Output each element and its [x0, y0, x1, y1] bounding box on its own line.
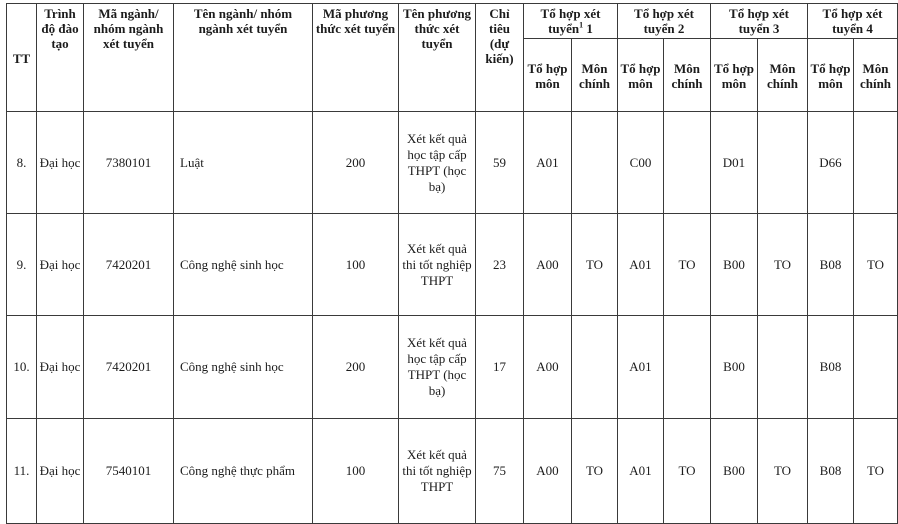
cell-trinh-do: Đại học — [37, 419, 84, 524]
subheader-mon-chinh-1: Môn chính — [572, 39, 618, 112]
cell-trinh-do: Đại học — [37, 214, 84, 316]
cell-mon-chinh-1: TO — [572, 419, 618, 524]
cell-ten-nganh: Công nghệ thực phẩm — [174, 419, 313, 524]
cell-to-hop-1: A00 — [524, 419, 572, 524]
cell-trinh-do: Đại học — [37, 112, 84, 214]
cell-tt: 8. — [7, 112, 37, 214]
cell-mon-chinh-4: TO — [854, 419, 898, 524]
cell-mon-chinh-1 — [572, 316, 618, 419]
cell-chi-tieu: 75 — [476, 419, 524, 524]
header-chi-tieu: Chỉ tiêu (dự kiến) — [476, 4, 524, 112]
cell-mon-chinh-3: TO — [758, 214, 808, 316]
header-trinh-do: Trình độ đào tạo — [37, 4, 84, 112]
cell-ma-pt: 100 — [313, 214, 399, 316]
cell-ma-nganh: 7540101 — [84, 419, 174, 524]
cell-to-hop-4: D66 — [808, 112, 854, 214]
cell-to-hop-2: C00 — [618, 112, 664, 214]
cell-mon-chinh-2 — [664, 316, 711, 419]
subheader-to-hop-mon-3: Tổ hợp môn — [711, 39, 758, 112]
cell-to-hop-2: A01 — [618, 419, 664, 524]
table-row — [7, 316, 898, 419]
cell-mon-chinh-3: TO — [758, 419, 808, 524]
cell-chi-tieu: 59 — [476, 112, 524, 214]
cell-mon-chinh-1 — [572, 112, 618, 214]
cell-to-hop-1: A00 — [524, 214, 572, 316]
cell-ten-nganh: Luật — [174, 112, 313, 214]
subheader-mon-chinh-4: Môn chính — [854, 39, 898, 112]
cell-to-hop-1: A01 — [524, 112, 572, 214]
cell-ten-nganh: Công nghệ sinh học — [174, 316, 313, 419]
cell-chi-tieu: 23 — [476, 214, 524, 316]
cell-to-hop-3: D01 — [711, 112, 758, 214]
cell-ma-pt: 200 — [313, 112, 399, 214]
cell-mon-chinh-4: TO — [854, 214, 898, 316]
cell-to-hop-3: B00 — [711, 214, 758, 316]
header-to-hop-2: Tổ hợp xét tuyển 2 — [618, 4, 711, 39]
cell-ten-pt: Xét kết quả học tập cấp THPT (học bạ) — [399, 316, 476, 419]
subheader-to-hop-mon-1: Tổ hợp môn — [524, 39, 572, 112]
cell-mon-chinh-2: TO — [664, 419, 711, 524]
header-to-hop-1-text: Tổ hợp xét tuyển — [540, 6, 601, 36]
header-ten-nganh: Tên ngành/ nhóm ngành xét tuyển — [174, 4, 313, 112]
cell-to-hop-2: A01 — [618, 214, 664, 316]
cell-mon-chinh-2 — [664, 112, 711, 214]
subheader-to-hop-mon-4: Tổ hợp môn — [808, 39, 854, 112]
cell-ma-nganh: 7420201 — [84, 316, 174, 419]
cell-to-hop-4: B08 — [808, 214, 854, 316]
header-to-hop-3: Tổ hợp xét tuyển 3 — [711, 4, 808, 39]
cell-mon-chinh-3 — [758, 316, 808, 419]
subheader-mon-chinh-2: Môn chính — [664, 39, 711, 112]
cell-to-hop-1: A00 — [524, 316, 572, 419]
admission-table — [6, 3, 898, 524]
subheader-mon-chinh-3: Môn chính — [758, 39, 808, 112]
cell-ten-nganh: Công nghệ sinh học — [174, 214, 313, 316]
document-page — [6, 3, 892, 519]
cell-to-hop-2: A01 — [618, 316, 664, 419]
cell-ma-pt: 100 — [313, 419, 399, 524]
cell-to-hop-4: B08 — [808, 419, 854, 524]
header-ten-phuong-thuc: Tên phương thức xét tuyển — [399, 4, 476, 112]
cell-mon-chinh-4 — [854, 112, 898, 214]
cell-tt: 9. — [7, 214, 37, 316]
cell-to-hop-4: B08 — [808, 316, 854, 419]
cell-mon-chinh-3 — [758, 112, 808, 214]
cell-to-hop-3: B00 — [711, 316, 758, 419]
cell-ten-pt: Xét kết quả thi tốt nghiệp THPT — [399, 214, 476, 316]
header-to-hop-1-number: 1 — [583, 21, 593, 36]
table-row — [7, 112, 898, 214]
cell-ma-pt: 200 — [313, 316, 399, 419]
cell-mon-chinh-1: TO — [572, 214, 618, 316]
table-row — [7, 419, 898, 524]
header-to-hop-1 — [524, 4, 618, 39]
table-row — [7, 214, 898, 316]
header-row — [7, 4, 898, 39]
cell-chi-tieu: 17 — [476, 316, 524, 419]
cell-mon-chinh-2: TO — [664, 214, 711, 316]
cell-mon-chinh-4 — [854, 316, 898, 419]
header-to-hop-1-footnote: 1 — [579, 20, 584, 30]
cell-to-hop-3: B00 — [711, 419, 758, 524]
cell-trinh-do: Đại học — [37, 316, 84, 419]
cell-tt: 11. — [7, 419, 37, 524]
subheader-to-hop-mon-2: Tổ hợp môn — [618, 39, 664, 112]
header-tt: TT — [7, 4, 37, 112]
header-ma-phuong-thuc: Mã phương thức xét tuyển — [313, 4, 399, 112]
cell-ma-nganh: 7380101 — [84, 112, 174, 214]
cell-ten-pt: Xét kết quả học tập cấp THPT (học bạ) — [399, 112, 476, 214]
cell-ma-nganh: 7420201 — [84, 214, 174, 316]
cell-tt: 10. — [7, 316, 37, 419]
cell-ten-pt: Xét kết quả thi tốt nghiệp THPT — [399, 419, 476, 524]
header-ma-nganh: Mã ngành/ nhóm ngành xét tuyển — [84, 4, 174, 112]
header-to-hop-4: Tổ hợp xét tuyển 4 — [808, 4, 898, 39]
